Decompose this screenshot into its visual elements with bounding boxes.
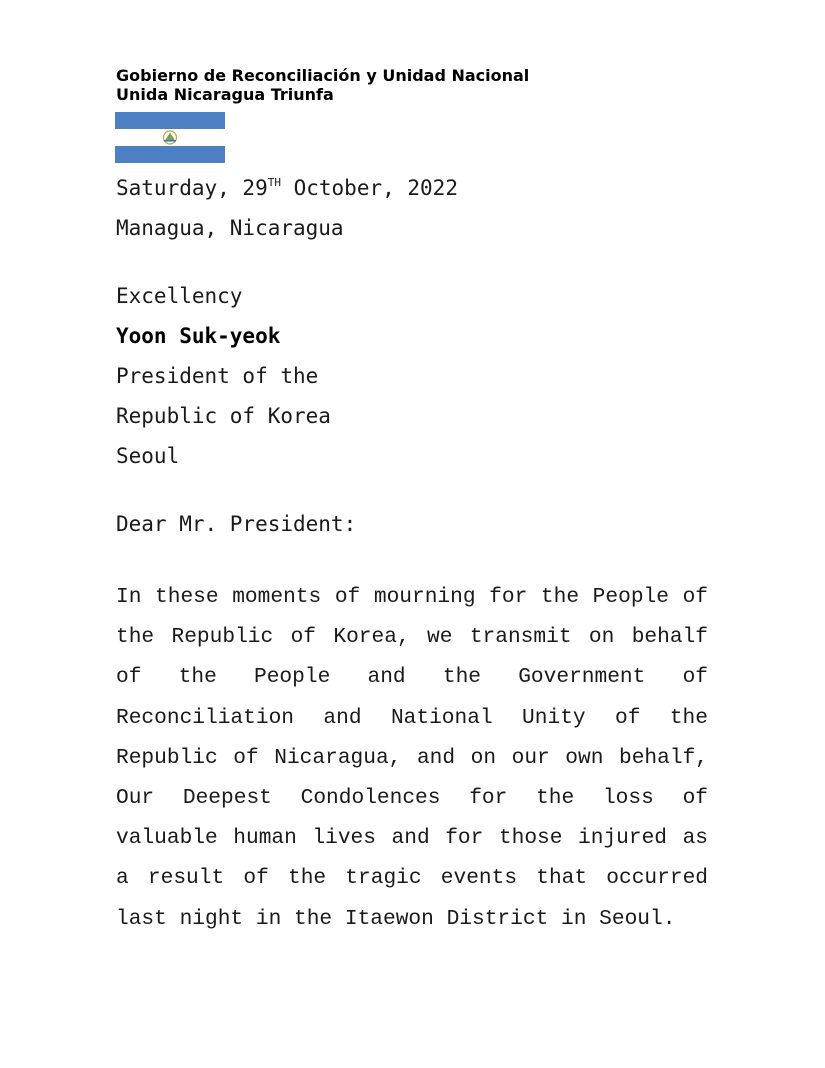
letter-greeting: Dear Mr. President:	[116, 512, 357, 536]
recipient-name: Yoon Suk-yeok	[116, 324, 281, 348]
letter-body-paragraph: In these moments of mourning for the People of the Republic of Korea, we transmit on behalf of the People and the Government of Reconciliation and National Unity of the Republic of Nicaragua, and on our own behalf, Our Deepest Condolences for the loss of valuable human lives and for those injured as a result of the tragic events that occurred last night in the Itaewon District in Seoul.	[116, 585, 708, 931]
recipient-city: Seoul	[116, 444, 180, 468]
letter-place: Managua, Nicaragua	[116, 216, 344, 240]
letter-date	[116, 176, 458, 200]
letterhead-slogan: Unida Nicaragua Triunfa	[116, 85, 334, 104]
nicaragua-flag-icon	[115, 112, 225, 163]
date-suffix: October, 2022	[280, 176, 458, 200]
recipient-position-line1: President of the	[116, 364, 319, 388]
recipient-salutation-title: Excellency	[116, 284, 243, 308]
recipient-position-line2: Republic of Korea	[116, 404, 331, 428]
letterhead	[116, 66, 529, 104]
date-ordinal: TH	[267, 176, 281, 189]
letterhead-government-name: Gobierno de Reconciliación y Unidad Nacional	[116, 66, 530, 85]
date-prefix: Saturday, 29	[116, 176, 268, 200]
